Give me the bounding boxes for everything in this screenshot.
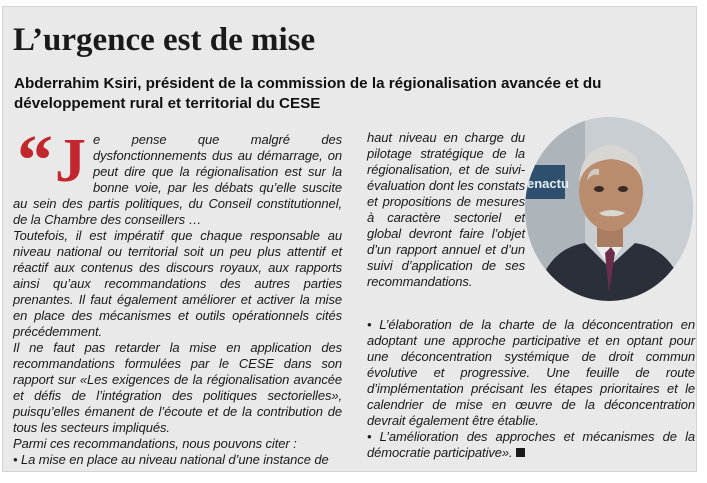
paragraph-parmi: Parmi ces recommandations, nous pouvons citer : <box>13 436 297 451</box>
drop-cap: J <box>55 127 86 195</box>
right-column-top <box>367 130 525 290</box>
paragraph-intro: e pense que malgré des dysfonctionnements dus au démarrage, on peut dire que la régionalisation est sur la bonne voie, par les débats qu’elle suscite au sein des partis politiques, du Conseil constitutionnel, de la Chambre des conseillers … <box>13 132 342 227</box>
bullet-instance: • La mise en place au niveau national d’une instance de <box>13 452 329 467</box>
bullet-amelioration: • L’amélioration des approches et mécanismes de la démocratie participative». <box>367 429 695 460</box>
article-subtitle: Abderrahim Ksiri, président de la commission de la régionalisation avancée et du développement rural et territorial du CESE <box>14 75 602 112</box>
opening-quote-glyph: “ <box>17 120 53 200</box>
paragraph-continuation: haut niveau en charge du pilotage stratégique de la régionalisation, et de suivi-évaluation dont les constats et propositions de mesures à caractère sectoriel et global devront faire l’objet d’un rapport annuel et d’un suivi d’application de ses recommandations. <box>367 130 525 289</box>
right-column-bottom <box>367 317 695 461</box>
paragraph-recommandations: Il ne faut pas retarder la mise en application des recommandations formulées par le CESE dans son rapport sur «Les exigences de la régionalisation avancée et défis de l’intégration des politiques sectorielles», puisqu’elles émanent de l’écoute et de la contribution de tous les secteurs impliqués. <box>13 340 342 435</box>
bullet-amelioration-wrap <box>367 429 695 461</box>
article-panel <box>2 6 697 472</box>
end-of-story-icon <box>516 448 525 457</box>
article-title: L’urgence est de mise <box>13 22 316 58</box>
paragraph-toutefois: Toutefois, il est impératif que chaque responsable au niveau national ou territorial soit un peu plus attentif et réactif aux contenus des discours royaux, aux rapports ainsi qu’aux recommandations des autres parties prenantes. Il faut également améliorer et activer la mise en place des mécanismes et outils opérationnels cités précédemment. <box>13 228 342 339</box>
portrait-photo <box>525 117 693 301</box>
backdrop-text: enactu <box>527 176 569 191</box>
bullet-charte: • L’élaboration de la charte de la déconcentration en adoptant une approche participative et en optant pour une déconcentration systémique de droit commun évolutive et progressive. Une feuille de route d’implémentation précisant les étapes prioritaires et le calendrier de mise en œuvre de la déconcentration devrait également être établie. <box>367 317 695 428</box>
quote-mark-icon <box>13 120 91 200</box>
left-column <box>13 120 342 468</box>
